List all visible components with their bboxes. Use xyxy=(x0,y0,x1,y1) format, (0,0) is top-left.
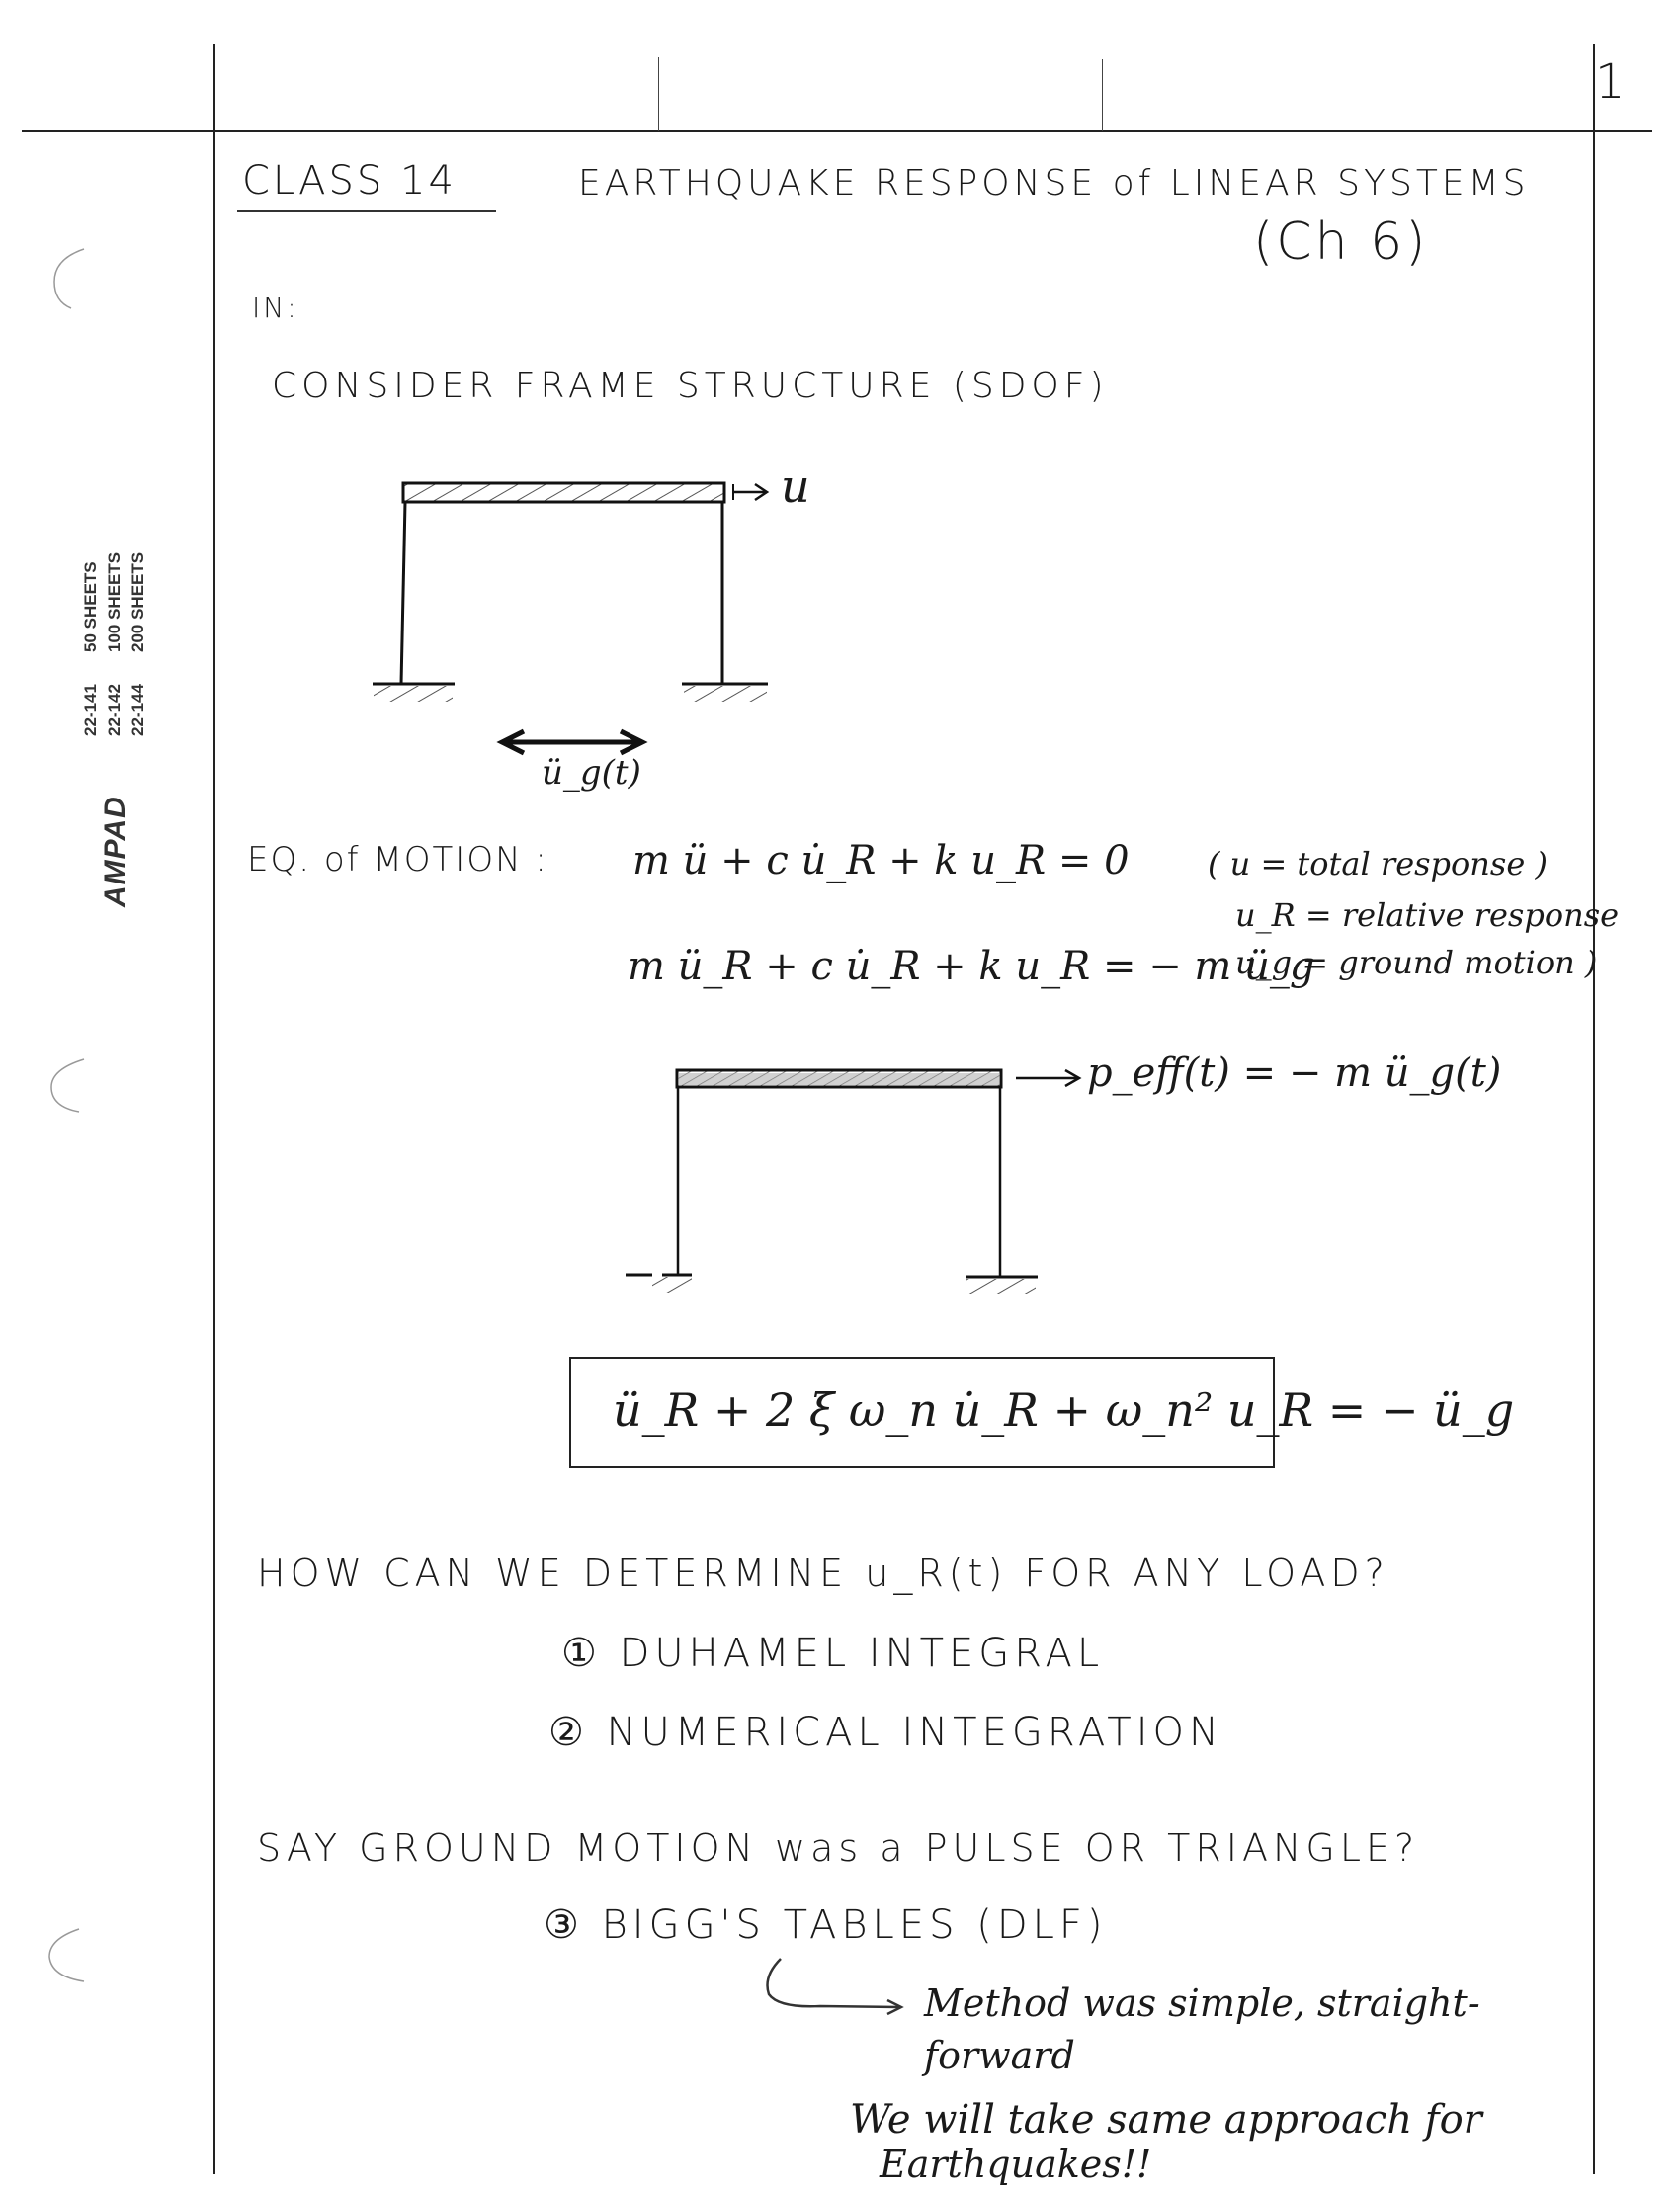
product-codes: 22-141 22-142 22-144 xyxy=(81,684,147,736)
method-2-number: ② xyxy=(548,1710,589,1755)
note-ground-motion: u_g = ground motion ) xyxy=(1235,944,1598,981)
displacement-label: u xyxy=(781,460,810,513)
right-margin-line xyxy=(1593,44,1595,2174)
ampad-logo: AMPAD xyxy=(99,796,131,907)
header-divider-2 xyxy=(1102,59,1103,131)
method-1 xyxy=(561,1631,1104,1676)
class-underline xyxy=(237,210,496,212)
method-2-label: NUMERICAL INTEGRATION xyxy=(606,1710,1223,1755)
method-2 xyxy=(548,1710,1223,1755)
equation-2: m ü_R + c u̇_R + k u_R = − m ü_g xyxy=(628,944,1315,989)
effective-force-label: p_eff(t) = − m ü_g(t) xyxy=(1087,1051,1502,1096)
equation-1: m ü + c u̇_R + k u_R = 0 xyxy=(632,838,1130,883)
curved-arrow xyxy=(768,1959,902,2014)
method-3-number: ③ xyxy=(544,1902,584,1948)
method-note-line2: forward xyxy=(924,2034,1075,2077)
sheet-counts: 50 SHEETS 100 SHEETS 200 SHEETS xyxy=(81,551,147,652)
method-1-label: DUHAMEL INTEGRAL xyxy=(619,1631,1105,1676)
in-label: IN: xyxy=(252,292,299,324)
lecture-title: EARTHQUAKE RESPONSE of LINEAR SYSTEMS xyxy=(578,163,1530,204)
approach-note-line1: We will take same approach for xyxy=(850,2097,1482,2143)
method-3 xyxy=(544,1902,1108,1948)
method-1-number: ① xyxy=(561,1631,602,1676)
page-number: 1 xyxy=(1595,54,1629,110)
ground-motion-question: SAY GROUND MOTION was a PULSE OR TRIANGLE? xyxy=(257,1826,1420,1870)
top-horizontal-rule xyxy=(22,130,1652,132)
method-note-line1: Method was simple, straight- xyxy=(924,1981,1480,2025)
note-total-response: ( u = total response ) xyxy=(1208,845,1548,883)
question-text: HOW CAN WE DETERMINE u_R(t) FOR ANY LOAD? xyxy=(257,1552,1389,1595)
ground-acceleration-label: ü_g(t) xyxy=(542,753,641,793)
consider-line: CONSIDER FRAME STRUCTURE (SDOF) xyxy=(272,366,1109,406)
class-label: CLASS 14 xyxy=(242,158,457,204)
method-3-label: BIGG'S TABLES (DLF) xyxy=(601,1902,1108,1948)
approach-note-line2: Earthquakes!! xyxy=(880,2143,1152,2186)
left-margin-line xyxy=(213,44,215,2174)
note-relative-response: u_R = relative response xyxy=(1235,896,1620,934)
chapter-label: (Ch 6) xyxy=(1253,212,1429,272)
governing-equation: ü_R + 2 ξ ω_n u̇_R + ω_n² u_R = − ü_g xyxy=(613,1384,1515,1437)
eq-motion-label: EQ. of MOTION : xyxy=(247,840,548,880)
header-divider-1 xyxy=(658,57,659,131)
frame-2 xyxy=(626,1070,1079,1294)
frame-1 xyxy=(373,483,768,753)
